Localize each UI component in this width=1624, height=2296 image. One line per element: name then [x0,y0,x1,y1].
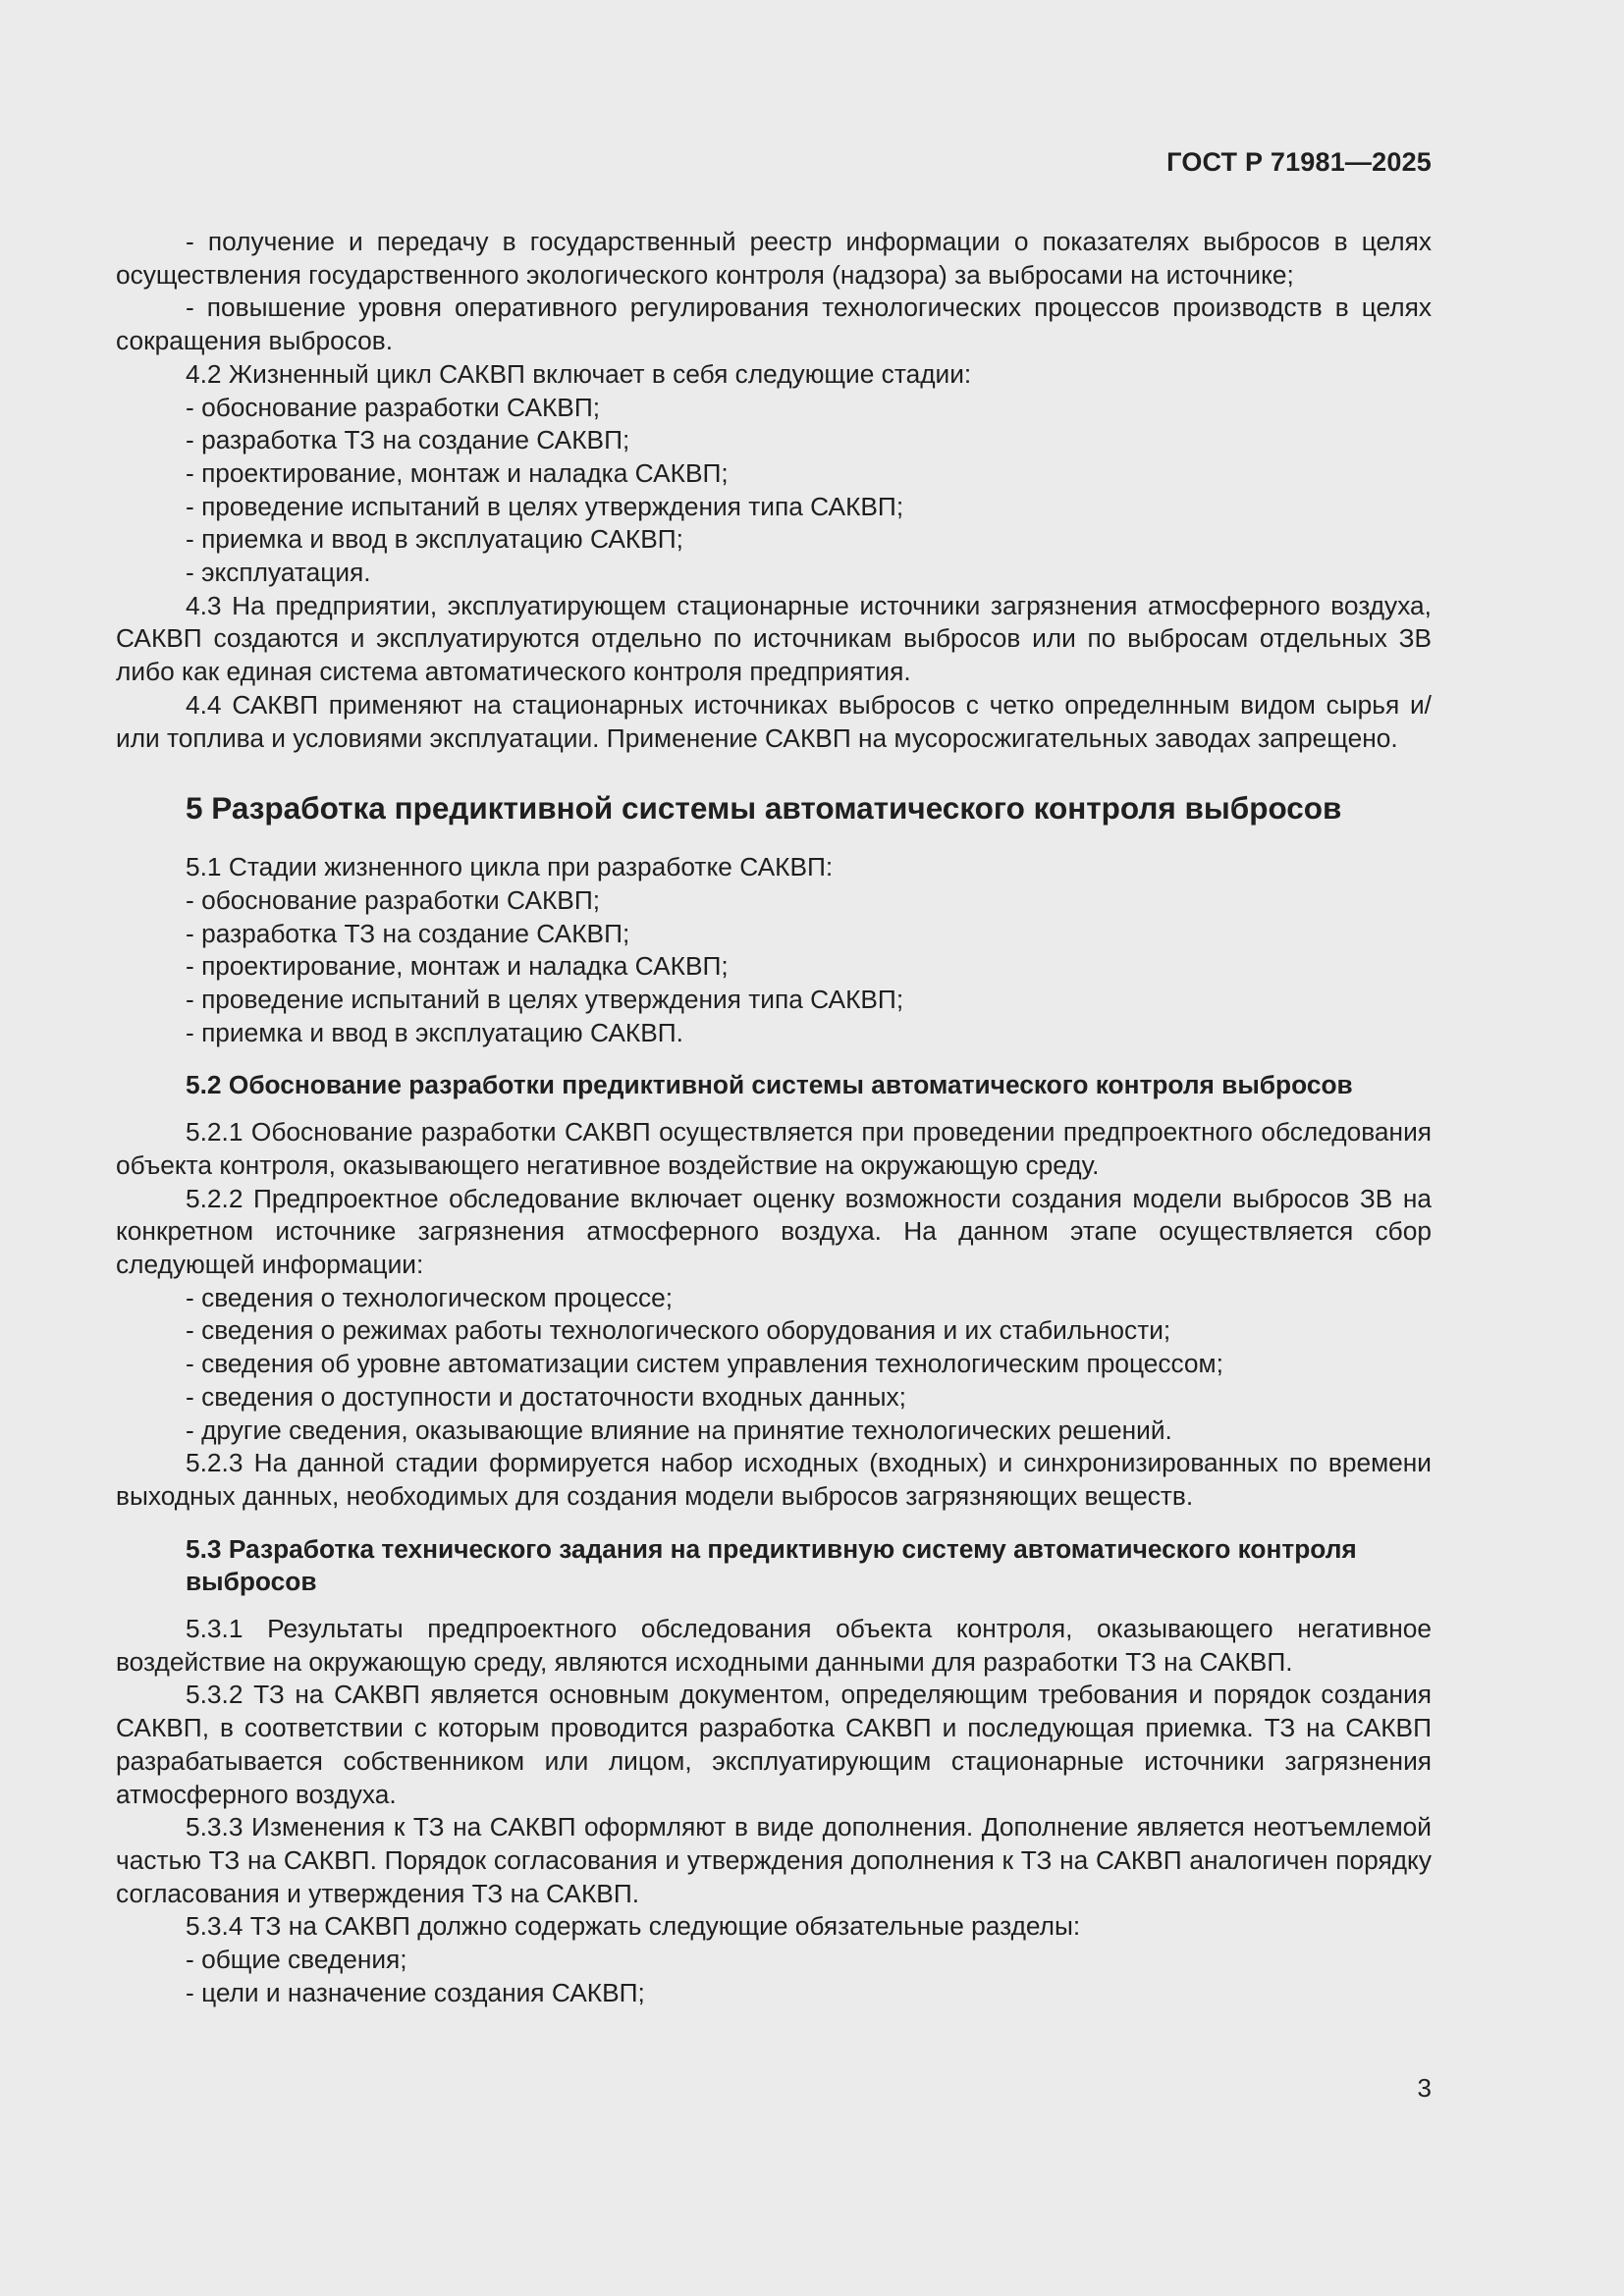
list-item: - повышение уровня оперативного регулирования технологических процессов производств в целях сокращения выбросов. [116,293,1432,356]
list-item: - проведение испытаний в целях утверждения типа САКВП; [186,491,904,521]
paragraph-4-3: 4.3 На предприятии, эксплуатирующем стационарные источники загрязнения атмосферного воздуха, САКВП создаются и эксплуатируются отдельно по источникам выбросов или по выбросам отдельных ЗВ либо как единая система автоматического контроля предприятия. [116,590,1432,687]
document-header: ГОСТ Р 71981—2025 [1166,147,1432,177]
subsection-5-3-heading: 5.3 Разработка технического задания на предиктивную систему автоматического контроля выбросов [186,1533,1357,1597]
list-item: - проектирование, монтаж и наладка САКВП; [186,951,729,982]
list-item: - общие сведения; [186,1945,407,1975]
subsection-5-2-heading: 5.2 Обоснование разработки предиктивной системы автоматического контроля выбросов [186,1070,1353,1100]
page-number: 3 [1417,2073,1432,2103]
list-item: - разработка ТЗ на создание САКВП; [186,425,630,455]
list-item: - обоснование разработки САКВП; [186,392,601,422]
list-item: - проектирование, монтаж и наладка САКВП; [186,457,729,488]
list-item: - обоснование разработки САКВП; [186,884,601,915]
paragraph-4-2: 4.2 Жизненный цикл САКВП включает в себя следующие стадии: [186,358,972,389]
paragraph-5-2-1: 5.2.1 Обоснование разработки САКВП осуществляется при проведении предпроектного обследования объекта контроля, оказывающего негативное воздействие на окружающую среду. [116,1117,1432,1180]
list-item: - сведения о режимах работы технологического оборудования и их стабильности; [186,1315,1171,1346]
list-item: - сведения о доступности и достаточности входных данных; [186,1381,906,1412]
section-5-heading: 5 Разработка предиктивной системы автоматического контроля выбросов [186,790,1342,827]
list-item: - сведения о технологическом процессе; [186,1282,674,1312]
paragraph-5-3-1: 5.3.1 Результаты предпроектного обследования объекта контроля, оказывающего негативное воздействие на окружающую среду, являются исходными данными для разработки ТЗ на САКВП. [116,1614,1432,1677]
paragraph-5-2-3: 5.2.3 На данной стадии формируется набор исходных (входных) и синхронизированных по времени выходных данных, необходимых для создания модели выбросов загрязняющих веществ. [116,1448,1432,1511]
paragraph-5-3-4: 5.3.4 ТЗ на САКВП должно содержать следующие обязательные разделы: [186,1911,1081,1942]
list-item: - сведения об уровне автоматизации систем управления технологическим процессом; [186,1349,1223,1379]
document-body [116,226,1432,2009]
list-item: - проведение испытаний в целях утверждения типа САКВП; [186,985,904,1015]
list-item: - цели и назначение создания САКВП; [186,1977,645,2007]
list-item: - разработка ТЗ на создание САКВП; [186,918,630,948]
paragraph-5-1: 5.1 Стадии жизненного цикла при разработке САКВП: [186,852,834,882]
list-item: - другие сведения, оказывающие влияние на принятие технологических решений. [186,1415,1172,1445]
list-item: - получение и передачу в государственный реестр информации о показателях выбросов в целях осуществления государственного экологического контроля (надзора) за выбросами на источнике; [116,227,1432,290]
paragraph-5-3-3: 5.3.3 Изменения к ТЗ на САКВП оформляют в виде дополнения. Дополнение является неотъемлемой частью ТЗ на САКВП. Порядок согласования и утверждения дополнения к ТЗ на САКВП аналогичен порядку согласования и утверждения ТЗ на САКВП. [116,1812,1432,1908]
list-item: - приемка и ввод в эксплуатацию САКВП; [186,524,683,555]
paragraph-4-4: 4.4 САКВП применяют на стационарных источниках выбросов с четко определнным видом сырья и/или топлива и условиями эксплуатации. Применение САКВП на мусоросжигательных заводах запрещено. [116,689,1432,753]
paragraph-5-3-2: 5.3.2 ТЗ на САКВП является основным документом, определяющим требования и порядок создания САКВП, в соответствии с которым проводится разработка САКВП и последующая приемка. ТЗ на САКВП разрабатывается собственником или лицом, эксплуатирующим стационарные источники загрязнения атмосферного воздуха. [116,1680,1432,1809]
list-item: - эксплуатация. [186,558,371,588]
paragraph-5-2-2: 5.2.2 Предпроектное обследование включает оценку возможности создания модели выбросов ЗВ на конкретном источнике загрязнения атмосферного воздуха. На данном этапе осуществляется сбор следующей информации: [116,1183,1432,1279]
list-item: - приемка и ввод в эксплуатацию САКВП. [186,1017,683,1047]
